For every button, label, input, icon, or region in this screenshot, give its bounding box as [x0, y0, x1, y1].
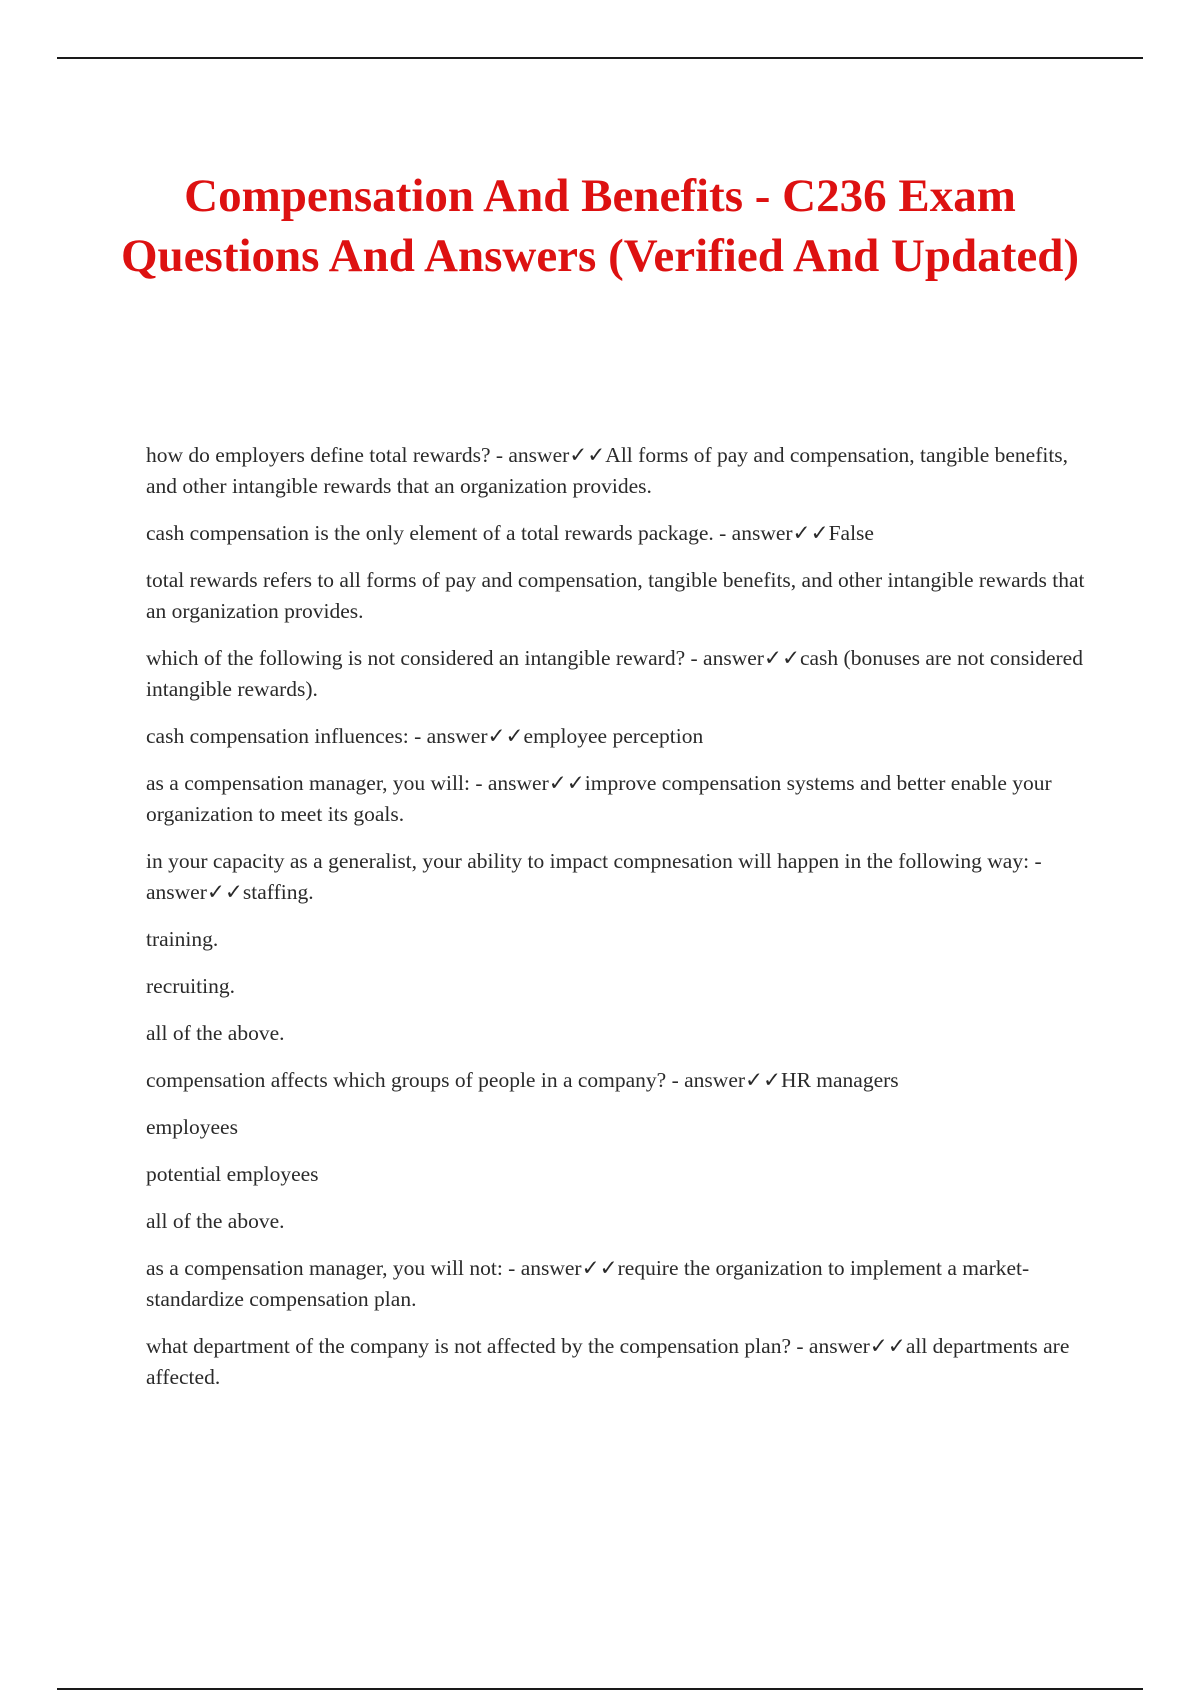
qa-paragraph: as a compensation manager, you will not: - answer✓✓require the organization to implement a market-standardize compensation plan.	[146, 1256, 1030, 1311]
top-rule	[57, 57, 1143, 59]
qa-paragraph: in your capacity as a generalist, your ability to impact compnesation will happen in the following way: - answer✓✓staffing.	[146, 849, 1042, 904]
qa-paragraph: as a compensation manager, you will: - answer✓✓improve compensation systems and better enable your organization to meet its goals.	[146, 771, 1052, 826]
qa-paragraph: employees	[146, 1115, 238, 1139]
qa-paragraph: recruiting.	[146, 974, 235, 998]
qa-paragraph: training.	[146, 927, 219, 951]
qa-paragraph: potential employees	[146, 1162, 319, 1186]
bottom-rule	[57, 1688, 1143, 1690]
qa-paragraph: all of the above.	[146, 1021, 285, 1045]
document-body	[146, 440, 1096, 1409]
qa-paragraph: compensation affects which groups of people in a company? - answer✓✓HR managers	[146, 1068, 899, 1092]
qa-paragraph: cash compensation is the only element of a total rewards package. - answer✓✓False	[146, 521, 874, 545]
qa-paragraph: what department of the company is not affected by the compensation plan? - answer✓✓all departments are affected.	[146, 1334, 1070, 1389]
qa-paragraph: total rewards refers to all forms of pay and compensation, tangible benefits, and other intangible rewards that an organization provides.	[146, 568, 1085, 623]
qa-paragraph: cash compensation influences: - answer✓✓employee perception	[146, 724, 704, 748]
document-title: Compensation And Benefits - C236 Exam Questions And Answers (Verified And Updated)	[120, 170, 1079, 282]
qa-paragraph: all of the above.	[146, 1209, 285, 1233]
qa-paragraph: which of the following is not considered an intangible reward? - answer✓✓cash (bonuses are not considered intangible rewards).	[146, 646, 1083, 701]
qa-paragraph: how do employers define total rewards? - answer✓✓All forms of pay and compensation, tangible benefits, and other intangible rewards that an organization provides.	[146, 443, 1069, 498]
